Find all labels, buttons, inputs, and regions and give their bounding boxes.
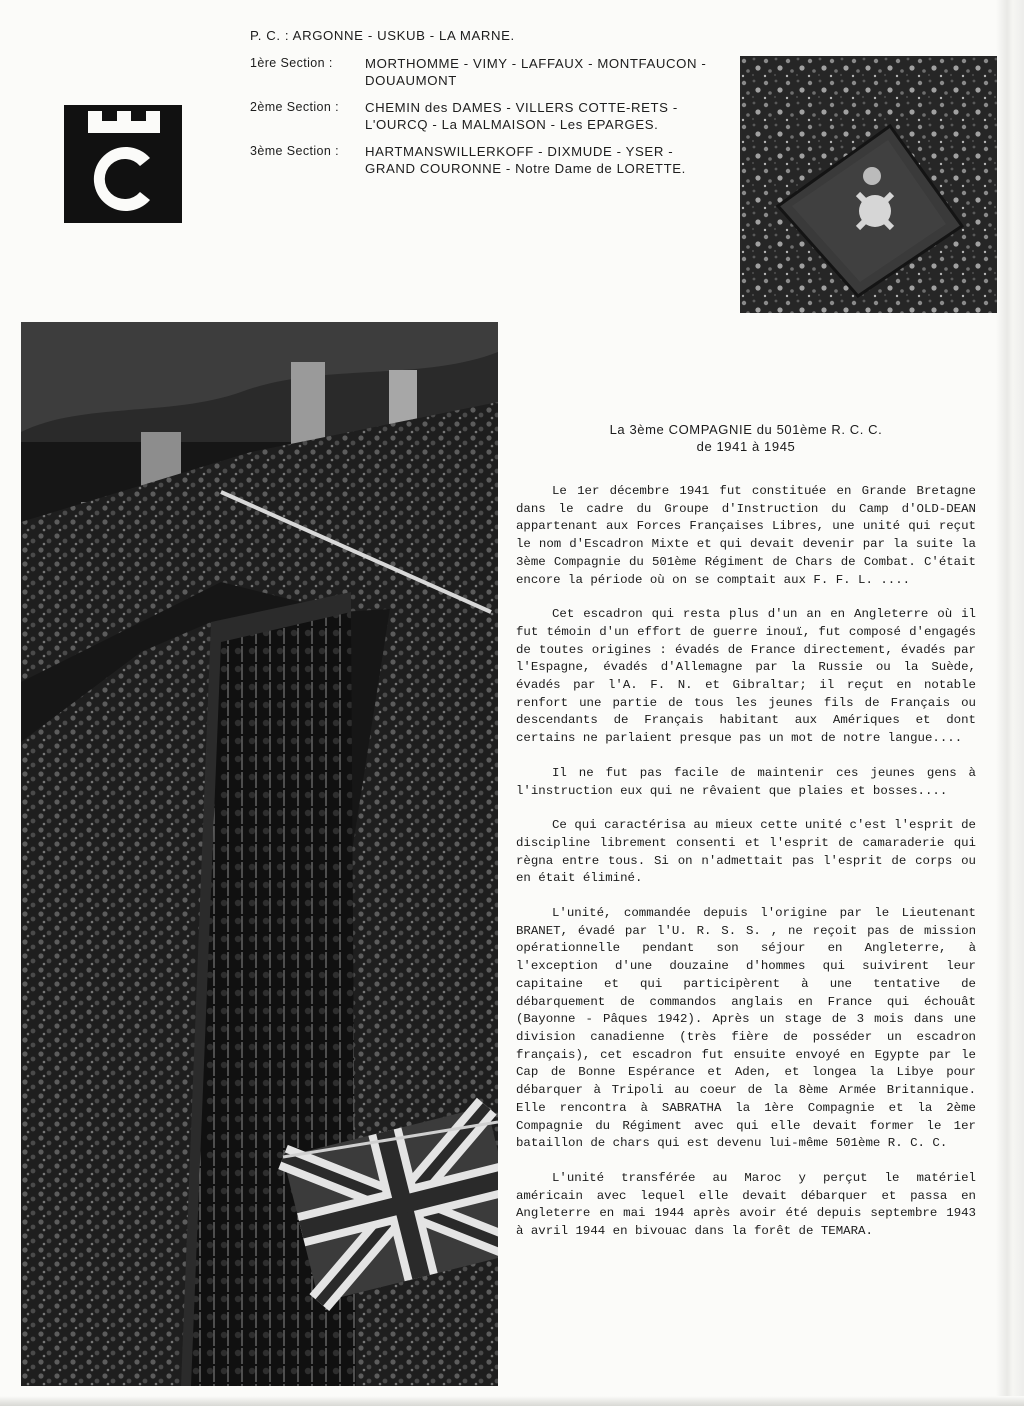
article-title-line-1: La 3ème COMPAGNIE du 501ème R. C. C.	[609, 422, 883, 437]
page-edge	[996, 0, 1024, 1406]
section-text: MORTHOMME - VIMY - LAFFAUX - MONTFAUCON - DOUAUMONT	[365, 55, 707, 88]
section-label: 2ème Section :	[250, 99, 339, 114]
article-paragraph: Il ne fut pas facile de maintenir ces jeunes gens à l'instruction eux qui ne rêvaient que plaies et bosses....	[516, 765, 976, 798]
article-paragraph: Le 1er décembre 1941 fut constituée en Grande Bretagne dans le cadre du Groupe d'Instruction du Camp d'OLD-DEAN appartenant aux Forces Françaises Libres, une unité qui reçut le nom d'Escadron Mixte et qui devait devenir par la suite la 3ème Compagnie du 501ème Régiment de Chars de Combat. C'était encore la période où on se comptait aux F. F. L. ....	[516, 484, 976, 587]
section-row	[250, 99, 725, 134]
company-history-article	[516, 421, 976, 1258]
castle-c-logo-icon	[64, 105, 182, 223]
section-row	[250, 55, 725, 90]
pc-line: P. C. : ARGONNE - USKUB - LA MARNE.	[250, 28, 515, 43]
section-text: HARTMANSWILLERKOFF - DIXMUDE - YSER - GRAND COURONNE - Notre Dame de LORETTE.	[365, 143, 686, 176]
article-title	[516, 421, 976, 455]
section-label: 1ère Section :	[250, 55, 333, 70]
article-title-line-2: de 1941 à 1945	[696, 439, 796, 454]
battle-honours-list	[250, 27, 725, 187]
page-bottom-edge	[0, 1396, 1024, 1406]
article-paragraph: Cet escadron qui resta plus d'un an en Angleterre où il fut témoin d'un effort de guerre inouï, fut composé d'engagés de toutes origines : évadés de France directement, évadés par l'Espagne, évadés d'Allemagne par la Russie ou la Suède, évadés par l'A. F. N. et Gibraltar; il reçut en notable renfort une partie de tous les jeunes fils de Français ou descendants de Français habitant aux Amériques et dont certains ne parlaient presque pas un mot de notre langue....	[516, 607, 976, 746]
pennant-on-gravel-photo-icon	[740, 56, 997, 313]
section-label: 3ème Section :	[250, 143, 339, 158]
section-row	[250, 143, 725, 178]
parade-crowd-union-jack-photo-icon	[21, 322, 498, 1386]
section-text: CHEMIN des DAMES - VILLERS COTTE-RETS - L'OURCQ - La MALMAISON - Les EPARGES.	[365, 99, 678, 132]
article-paragraph: L'unité transférée au Maroc y perçut le matériel américain avec lequel elle devait débarquer et passa en Angleterre en mai 1944 après avoir été depuis septembre 1943 à avril 1944 en bivouac dans la forêt de TEMARA.	[516, 1170, 976, 1239]
article-paragraph: Ce qui caractérisa au mieux cette unité c'est l'esprit de discipline librement consenti et l'esprit de camaraderie qui règna entre tous. Si on n'admettait pas l'esprit de corps ou en était éliminé.	[516, 818, 976, 886]
article-paragraph: L'unité, commandée depuis l'origine par le Lieutenant BRANET, évadé par l'U. R. S. S. , ne reçoit pas de mission opérationnelle pendant son séjour en Angleterre, à l'exception d'une douzaine d'hommes qui suivirent leur capitaine et qui participèrent à une tentative de débarquement de commandos anglais en France qui échouât (Bayonne - Pâques 1942). Après un stage de 3 mois dans une division canadienne (très fière de posséder un escadron français), cet escadron fut ensuite envoyé en Egypte par le Cap de Bonne Espérance et Aden, et longea la Libye pour débarquer à Tripoli au coeur de la 8ème Armée Britannique. Elle rencontra à SABRATHA la 1ère Compagnie et la 2ème Compagnie du Régiment avec qui elle devait former le 1er bataillon de chars qui est devenu lui-même 501ème R. C. C.	[516, 906, 976, 1151]
